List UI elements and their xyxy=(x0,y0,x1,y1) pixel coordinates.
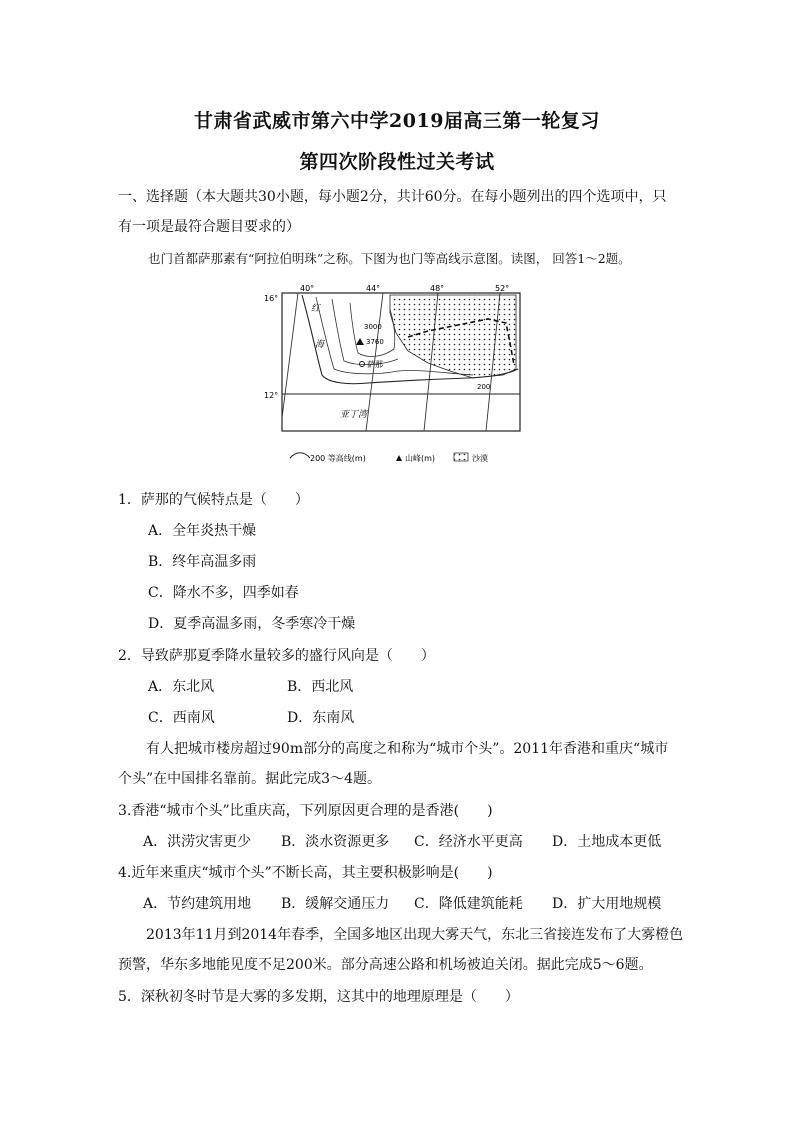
section-instructions-line1: 一、选择题（本大题共30小题，每小题2分，共计60分。在每小题列出的四个选项中，只 xyxy=(118,189,667,205)
question-1-option-b: B．终年高温多雨 xyxy=(148,554,257,570)
question-2-option-a: A．东北风 xyxy=(148,679,215,695)
longitude-line-40 xyxy=(282,293,298,418)
question-3-option-c: C．经济水平更高 xyxy=(414,834,523,850)
question-3-stem: 3.香港“城市个头”比重庆高，下列原因更合理的是香港( ) xyxy=(118,803,493,819)
peak-marker xyxy=(356,338,364,345)
question-3-option-a: A．洪涝灾害更少 xyxy=(143,834,252,850)
exam-title: 甘肃省武威市第六中学2019届高三第一轮复习 xyxy=(194,110,600,132)
contour-inner-1 xyxy=(332,299,398,365)
exam-subtitle: 第四次阶段性过关考试 xyxy=(299,151,495,173)
question-4-option-c: C．降低建筑能耗 xyxy=(414,896,523,912)
legend-contour-symbol xyxy=(290,453,310,458)
red-sea-label-2: 海 xyxy=(315,340,325,350)
lon-label-44: 44° xyxy=(366,284,381,293)
question-4-option-b: B．缓解交通压力 xyxy=(281,896,390,912)
question-2-option-d: D．东南风 xyxy=(287,710,355,726)
question-4-stem: 4.近年来重庆“城市个头”不断长高，其主要积极影响是( ) xyxy=(118,865,493,881)
question-2-option-b: B．西北风 xyxy=(287,679,354,695)
legend-desert-label: 沙漠 xyxy=(472,454,488,463)
contour-3000-label: 3000 xyxy=(364,323,382,331)
fog-intro-line1: 2013年11月到2014年春季，全国多地区出现大雾天气，东北三省接连发布了大雾橙色 xyxy=(146,927,684,943)
question-1-option-d: D．夏季高温多雨，冬季寒冷干燥 xyxy=(148,616,356,632)
yemen-contour-map xyxy=(258,283,526,468)
question-1-option-c: C．降水不多，四季如春 xyxy=(148,585,299,601)
question-3-option-d: D．土地成本更低 xyxy=(552,834,662,850)
city-height-intro-line2: 个头”在中国排名靠前。据此完成3～4题。 xyxy=(118,771,381,787)
question-1-stem: 1．萨那的气候特点是（ ） xyxy=(118,492,309,508)
sanaa-label: 萨那 xyxy=(367,360,383,369)
lon-label-48: 48° xyxy=(430,284,445,293)
sanaa-city-marker xyxy=(360,362,365,367)
map-intro: 也门首都萨那素有“阿拉伯明珠”之称。下图为也门等高线示意图。读图， 回答1～2题。 xyxy=(148,251,631,266)
contour-200-label: 200 xyxy=(477,383,491,391)
legend-peak-label: 山峰(m) xyxy=(405,454,436,463)
lon-label-52: 52° xyxy=(495,284,510,293)
peak-elevation-label: 3760 xyxy=(366,338,384,346)
legend-desert-symbol xyxy=(454,453,468,461)
gulf-of-aden-label: 亚丁湾 xyxy=(340,410,368,420)
question-4-option-a: A．节约建筑用地 xyxy=(143,896,252,912)
question-3-option-b: B．淡水资源更多 xyxy=(281,834,390,850)
fog-intro-line2: 预警，华东多地能见度不足200米。部分高速公路和机场被迫关闭。据此完成5～6题。 xyxy=(118,957,653,973)
legend-contour-label: 200 等高线(m) xyxy=(310,454,366,463)
question-2-option-c: C．西南风 xyxy=(148,710,215,726)
city-height-intro-line1: 有人把城市楼房超过90m部分的高度之和称为“城市个头”。2011年香港和重庆“城市 xyxy=(146,741,669,757)
question-4-option-d: D．扩大用地规模 xyxy=(552,896,662,912)
legend-peak-symbol xyxy=(396,455,402,461)
lat-label-16: 16° xyxy=(264,294,279,303)
section-instructions-line2: 有一项是最符合题目要求的） xyxy=(118,219,300,235)
red-sea-label-1: 红 xyxy=(311,304,321,314)
lat-label-12: 12° xyxy=(264,391,279,400)
lon-label-40: 40° xyxy=(300,284,315,293)
question-5-stem: 5．深秋初冬时节是大雾的多发期，这其中的地理原理是（ ） xyxy=(118,989,519,1005)
question-2-stem: 2．导致萨那夏季降水量较多的盛行风向是（ ） xyxy=(118,648,435,664)
question-1-option-a: A．全年炎热干燥 xyxy=(148,523,257,539)
